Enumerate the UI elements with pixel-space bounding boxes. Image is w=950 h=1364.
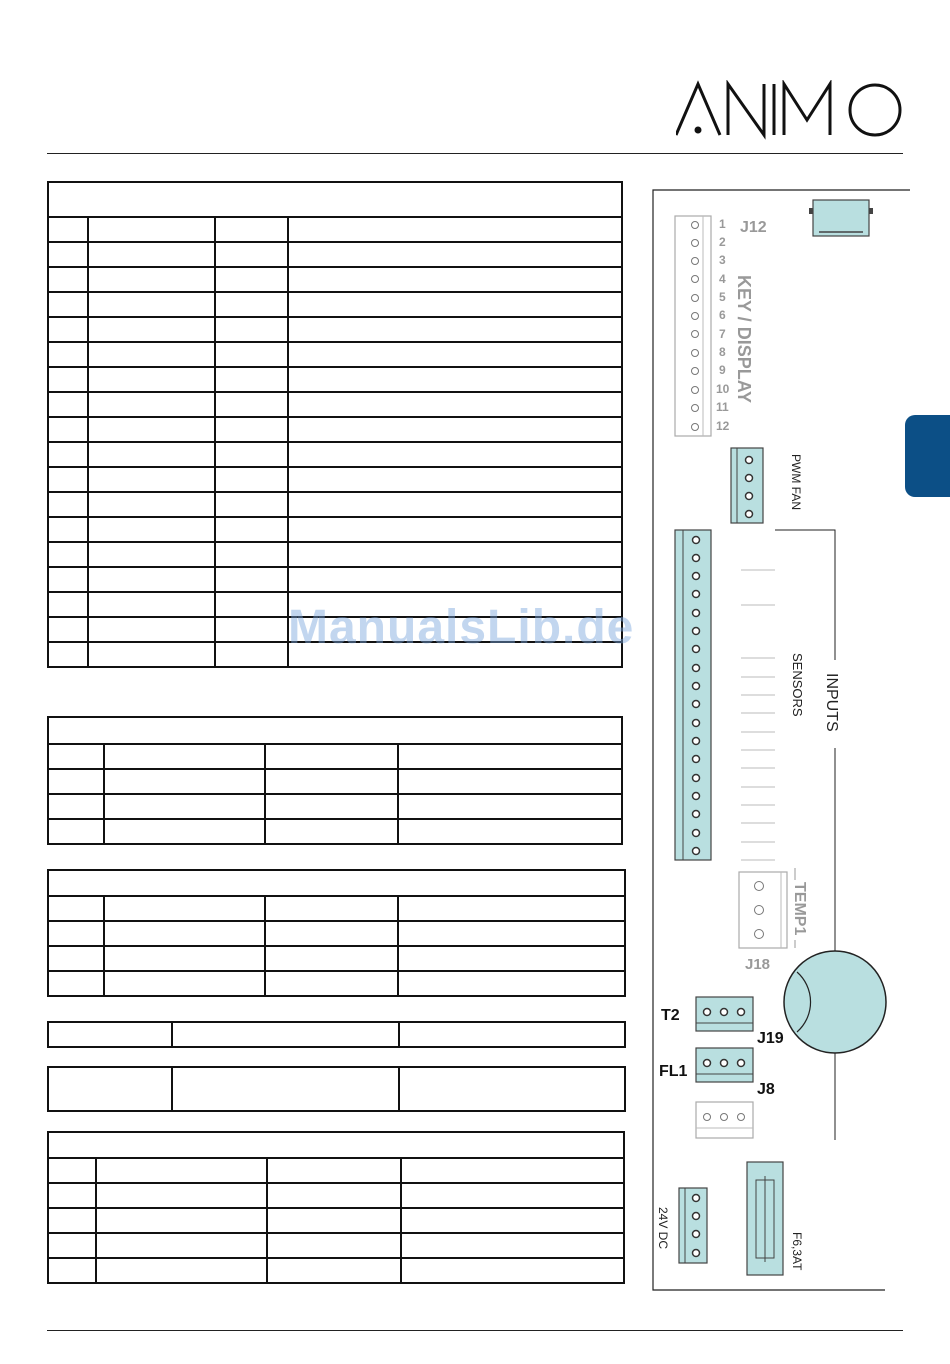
j18-label: J18 [745,956,771,973]
table-2 [47,716,623,845]
j12-label: J12 [740,219,767,236]
power-24v-connector [656,1188,707,1263]
t2-label: T2 [661,1007,680,1024]
table-row [48,744,622,769]
j19-label: J19 [757,1030,784,1047]
table-2-header [48,717,622,744]
animo-logo-icon [676,80,906,140]
table-3-header [48,870,625,896]
fuse-holder [747,1162,804,1275]
sensors-connector [675,530,805,860]
table-1 [47,181,623,668]
temp1-connector [739,868,808,973]
table-row [48,492,622,517]
j12-pin-label: 10 [716,382,730,396]
table-row [48,1022,625,1047]
j12-pin-label: 12 [716,419,730,433]
inputs-label: INPUTS [823,673,840,732]
dc24-label: 24V DC [656,1207,670,1250]
j12-pin-label: 5 [719,290,726,304]
table-row [48,1183,624,1208]
buzzer-component [784,951,886,1053]
table-row [48,367,622,392]
fl1-connector [659,1048,775,1098]
j12-pin-label: 3 [719,253,726,267]
sensors-label: SENSORS [790,653,805,717]
table-row [48,417,622,442]
table-row [48,769,622,794]
table-row [48,567,622,592]
table-row [48,542,622,567]
table-row [48,392,622,417]
pwm-fan-label: PWM FAN [789,454,803,510]
table-row [48,292,622,317]
j12-pin-label: 9 [719,363,726,377]
table-1-header [48,182,622,217]
usb-socket [809,200,873,236]
table-row [48,1258,624,1283]
spare-connector [696,1102,753,1138]
table-row [48,342,622,367]
j12-pin-label: 4 [719,272,726,286]
table-row [48,971,625,996]
table-row [48,1067,625,1111]
table-row [48,946,625,971]
table-row [48,819,622,844]
table-row [48,1158,624,1183]
table-row [48,217,622,242]
header-divider [47,153,903,154]
watermark: ManualsLib.de [288,601,635,654]
table-row [48,517,622,542]
fuse-label: F6,3AT [790,1232,804,1271]
table-3 [47,869,626,997]
table-row [48,921,625,946]
table-row [48,317,622,342]
table-6 [47,1131,625,1284]
footer-divider [47,1330,903,1331]
j12-pin-label: 8 [719,345,726,359]
fl1-label: FL1 [659,1063,688,1080]
j8-label: J8 [757,1081,775,1098]
table-row [48,242,622,267]
table-row [48,467,622,492]
temp1-label: TEMP1 [791,882,808,936]
control-board-diagram [645,180,915,1300]
brand-logo [676,80,906,140]
t2-connector [661,997,784,1047]
j12-pin-label: 7 [719,327,726,341]
table-4 [47,1021,626,1048]
pwm-fan-connector [731,448,803,523]
table-row [48,896,625,921]
j12-pin-label: 11 [716,400,729,414]
key-display-label: KEY / DISPLAY [734,275,754,404]
j12-pin-label: 6 [719,308,726,322]
j12-pin-label: 1 [719,217,726,231]
table-row [48,1208,624,1233]
table-row [48,794,622,819]
table-row [48,267,622,292]
table-row [48,442,622,467]
table-5 [47,1066,626,1112]
table-row [48,1233,624,1258]
j12-pin-label: 2 [719,235,726,249]
j12-connector [675,216,767,436]
table-6-header [48,1132,624,1158]
